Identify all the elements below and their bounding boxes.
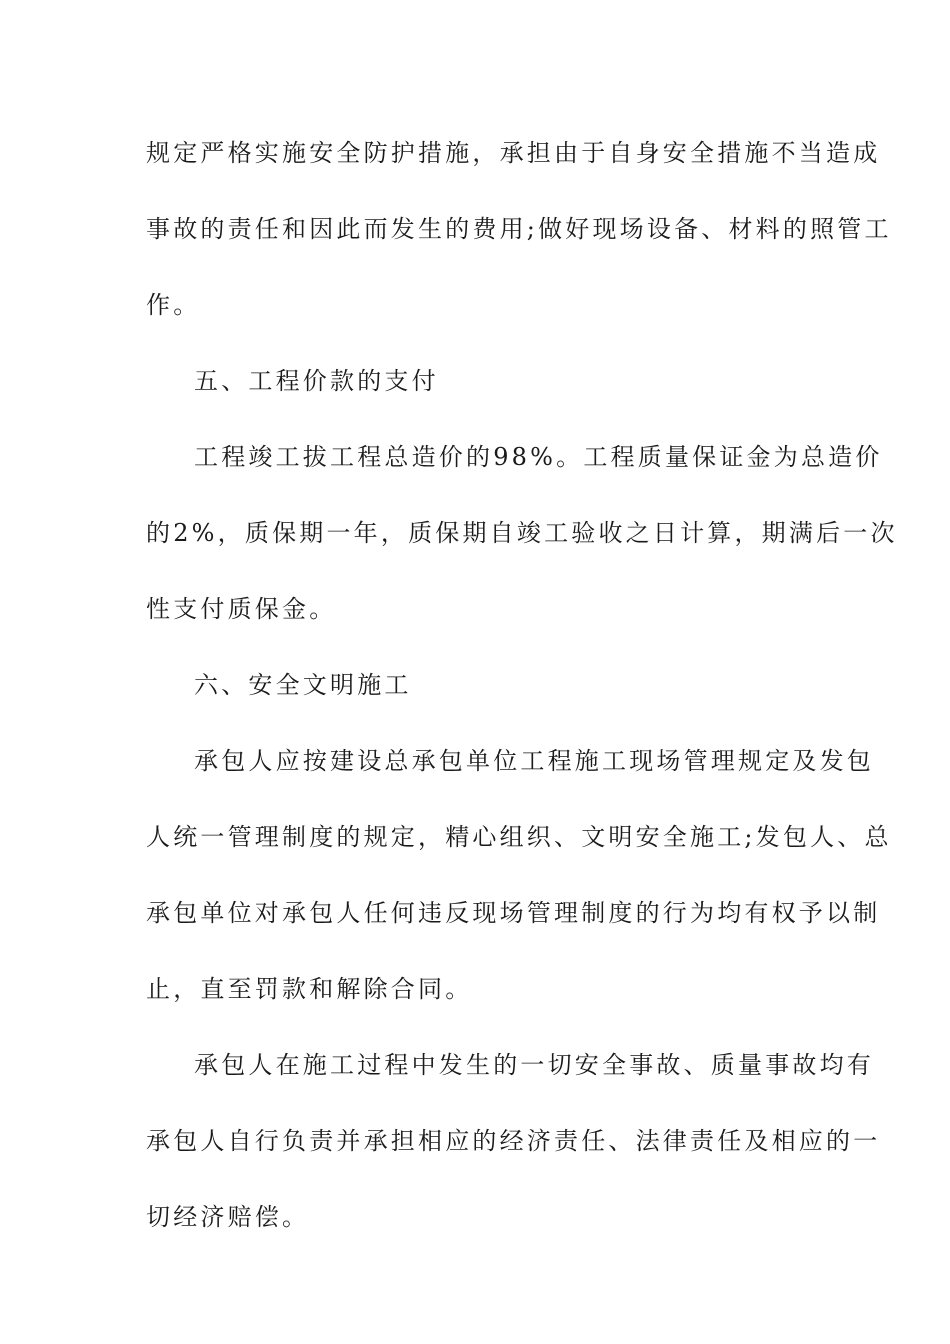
text-line: 性支付质保金。 [146,595,337,623]
text-line: 切经济赔偿。 [146,1203,310,1231]
section-heading: 五、工程价款的支付 [194,367,439,395]
text-line: 的2%，质保期一年，质保期自竣工验收之日计算，期满后一次 [146,519,898,547]
document-body [146,115,898,1255]
text-line: 承包人应按建设总承包单位工程施工现场管理规定及发包 [194,747,874,775]
text-line: 承包单位对承包人任何违反现场管理制度的行为均有权予以制 [146,899,881,927]
text-line: 事故的责任和因此而发生的费用;做好现场设备、材料的照管工 [146,215,892,243]
text-line: 止，直至罚款和解除合同。 [146,975,473,1003]
text-line: 承包人自行负责并承担相应的经济责任、法律责任及相应的一 [146,1127,881,1155]
text-line: 规定严格实施安全防护措施，承担由于自身安全措施不当造成 [146,139,881,167]
text-line: 工程竣工拔工程总造价的98%。工程质量保证金为总造价 [194,443,883,471]
text-line: 作。 [146,291,201,319]
text-line: 承包人在施工过程中发生的一切安全事故、质量事故均有 [194,1051,874,1079]
text-line: 人统一管理制度的规定，精心组织、文明安全施工;发包人、总 [146,823,892,851]
section-heading: 六、安全文明施工 [194,671,412,699]
